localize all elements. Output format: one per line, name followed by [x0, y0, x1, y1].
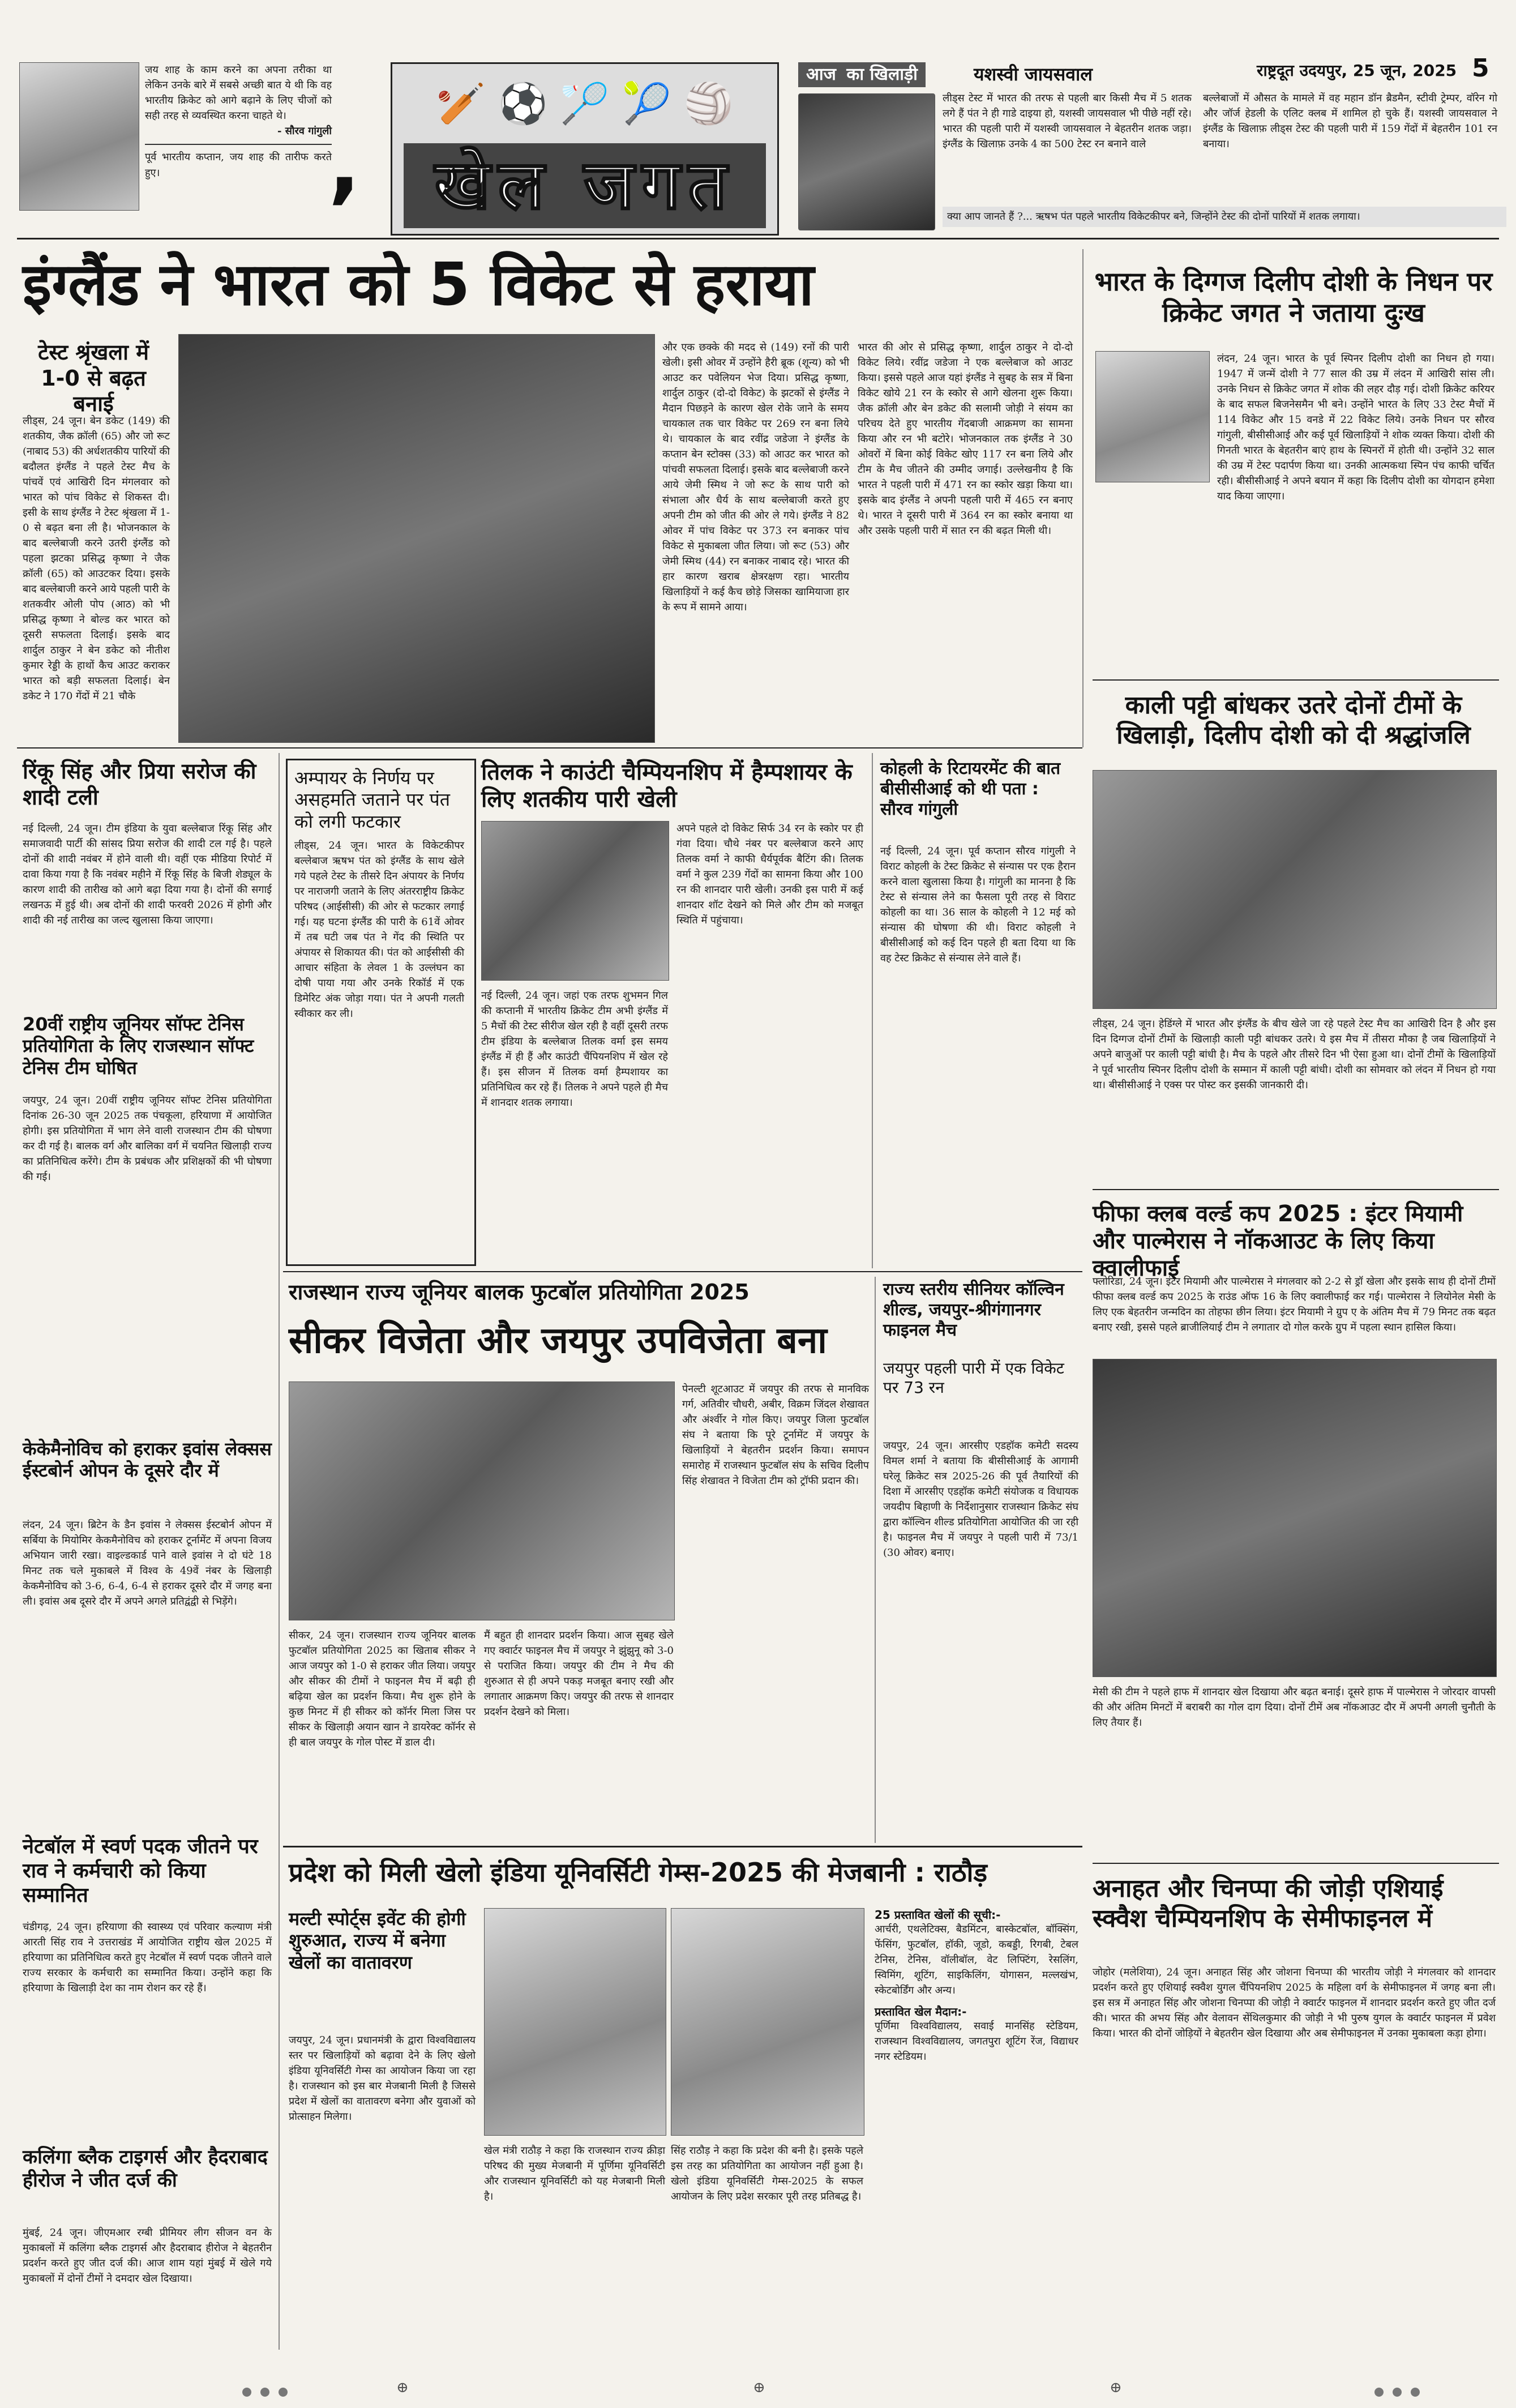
football-headline-small: राजस्थान राज्य जूनियर बालक फुटबॉल प्रतियोगिता 2025: [289, 1280, 750, 1304]
games-photo-2: [671, 1908, 864, 2136]
doshi-photo: [1095, 351, 1210, 482]
football-team-photo: [289, 1382, 675, 1620]
page-number: 5: [1472, 54, 1489, 83]
shield-headline: राज्य स्तरीय सीनियर कॉल्विन शील्ड, जयपुर-श्रीगंगानगर फाइनल मैच: [883, 1280, 1064, 1340]
footer-marker-2: ⊕: [753, 2379, 765, 2396]
black-band-text: लीड्स, 24 जून। हेडिंग्ले में भारत और इंग्लैंड के बीच खेले जा रहे पहले टेस्ट मैच का आखिरी दिन है और इस दिन दिग्गज दोनों टीमों के खिलाड़ी काली पट्टी बांधकर उतरे। ये इस मैच में तीसरा मौका है जब खिलाड़ियों ने अपने बाजुओं पर काली पट्टी बांधी है। मैच के पहले और तीसरे दिन भी ऐसा हुआ था। दोनों टीमों के खिलाड़ियों ने पूर्व भारतीय स्पिनर दिलीप दोशी के सम्मान में काली पट्टी बांधी। दोशी का सोमवार को लंदन में निधन हो गया था। बीसीसीआई ने एक्स पर पोस्ट कर इसकी जानकारी दी।: [1093, 1018, 1496, 1091]
player-text-1: लीड्स टेस्ट में भारत की तरफ से पहली बार किसी मैच में 5 शतक लगे हैं पंत ने ही गाडे दाइया हो, यशस्वी जायसवाल भी पीछे नहीं रहे। भारत की पहली पारी में यशस्वी जायसवाल ने बेहतरीन शतक जड़ा। इंग्लैंड के खिलाफ़ उनके 4 का 500 टेस्ट रन बनाने वाले: [943, 92, 1192, 150]
footer-dots-right: [1370, 2384, 1424, 2401]
masthead-quote: [145, 62, 332, 181]
shield-divider-v: [875, 1277, 876, 1843]
masthead-banner: [391, 62, 779, 236]
tilak-headline: तिलक ने काउंटी चैम्पियनशिप में हैम्पशायर के लिए शतकीय पारी खेली: [481, 759, 853, 812]
games-venue-title: प्रस्तावित खेल मैदान:-: [875, 2005, 967, 2018]
football-headline-big: सीकर विजेता और जयपुर उपविजेता बना: [289, 1320, 827, 1362]
umpire-text: लीड्स, 24 जून। भारत के विकेटकीपर बल्लेबाज ऋषभ पंत को इंग्लैंड के साथ खेले गये पहले टेस्ट के तीसरे दिन अंपायर के निर्णय पर नाराजगी जताने के लिए अंतरराष्ट्रीय क्रिकेट परिषद (आईसीसी) की ओर से फटकार लगाई गई। यह घटना इंग्लैंड की पारी के 61वें ओवर में तब घटी जब पंत ने गेंद की स्थिति पर अंपायर से शिकायत की। पंत को आईसीसी की आचार संहिता के लेवल 1 के उल्लंघन का दोषी पाया गया और उनके रिकॉर्ड में एक डिमेरिट अंक जोड़ा गया। पंत ने अपनी गलती स्वीकार कर ली।: [294, 840, 464, 1020]
sports-icons: 🏏 ⚽ 🏸 🎾 🏐: [436, 80, 734, 127]
aaj-text: आज: [806, 65, 836, 84]
lead-subhead: टेस्ट श्रृंखला में 1-0 से बढ़त बनाई: [38, 340, 149, 417]
games-headline: प्रदेश को मिली खेलो इंडिया यूनिवर्सिटी गेम्स-2025 की मेजबानी : राठौड़: [289, 1857, 987, 1888]
football-text-1: सीकर, 24 जून। राजस्थान राज्य जूनियर बालक फुटबॉल प्रतियोगिता 2025 का खिताब सीकर ने आज जयपुर को 1-0 से हराकर जीत लिया। जयपुर और सीकर की टीमों ने फाइनल मैच में बढ़ी ही बढ़िया खेल का प्रदर्शन किया। मैच शुरू होने के कुछ मिनट में ही सीकर को कॉर्नर मिला जिस पर सीकर के खिलाड़ी अयान खान ने डायरेक्ट कॉर्नर से ही बाल जयपुर के गोल पोस्ट में डाल दी।: [289, 1629, 476, 1748]
trivia-line: क्या आप जानते हैं ?... ऋषभ पंत पहले भारतीय विकेटकीपर बने, जिन्होंने टेस्ट की दोनों पारियों में शतक लगाया।: [943, 207, 1506, 227]
netball-headline: नेटबॉल में स्वर्ण पदक जीतने पर राव ने कर्मचारी को किया सम्मानित: [23, 1835, 258, 1907]
player-name: यशस्वी जायसवाल: [974, 63, 1093, 85]
fifa-headline: फीफा क्लब वर्ल्ड कप 2025 : इंटर मियामी और पाल्मेरास ने नॉकआउट के लिए किया क्वालीफाई: [1093, 1201, 1463, 1281]
doshi-text: लंदन, 24 जून। भारत के पूर्व स्पिनर दिलीप दोशी का निधन हो गया। 1947 में जन्में दोशी ने 77 साल की उम्र में लंदन में आखिरी सांस ली। उनके निधन से क्रिकेट जगत में शोक की लहर दौड़ गई। दोशी क्रिकेट करियर के बाद सफल बिजनेसमैन भी बने। उन्होंने भारत के लिए 33 टेस्ट मैचों में 114 विकेट और 15 वनडे में 22 विकेट लिये। उनके निधन पर सौरव गांगुली, बीसीसीआई और कई पूर्व खिलाड़ियों ने शोक व्यक्त किया। दोशी की गिनती भारत के बेहतरीन बाएं हाथ के स्पिनरों में होती थी। उन्होंने 32 साल की उम्र में टेस्ट पदार्पण किया था। उनकी आत्मकथा स्पिन पंच काफी चर्चित रही। बीसीसीआई ने अपने बयान में कहा कि दिलीप दोशी का योगदान हमेशा याद किया जाएगा।: [1217, 353, 1494, 502]
doshi-headline: भारत के दिग्गज दिलीप दोशी के निधन पर क्रिकेट जगत ने जताया दुःख: [1094, 266, 1493, 328]
lead-divider-v: [1082, 249, 1084, 747]
netball-text: चंडीगढ़, 24 जून। हरियाणा की स्वास्थ्य एवं परिवार कल्याण मंत्री आरती सिंह राव ने उत्तराखंड में आयोजित राष्ट्रीय खेल 2025 में हरियाणा का प्रतिनिधित्व करते हुए नेटबॉल में स्वर्ण पदक जीतने वाले राज्य सरकार के कर्मचारी का सम्मानित किया। उन्होंने कहा कि हरियाणा के खिलाड़ी देश का नाम रोशन कर रहे हैं।: [23, 1921, 272, 1994]
left-top-divider: [17, 747, 1082, 749]
lead-col2: और एक छक्के की मदद से (149) रनों की पारी खेली। इसी ओवर में उन्होंने हैरी ब्रूक (शून्य) को भी आउट कर पवेलियन भेज दिया। प्रसिद्ध कृष्णा, शार्दुल ठाकुर (दो-दो विकेट) के झटकों से इंग्लैंड ने मैदान पिछड़ने के कारण खेल रोके जाने के समय चायकाल तक चार विकेट पर 269 रन बना लिये थे। चायकाल के बाद रवींद्र जडेजा ने इंग्लैंड के कप्तान बेन स्टोक्स (33) को आउट कर भारत को पांचवी सफलता दिलाई। इसके बाद बल्लेबाजी करने आये जेमी स्मिथ ने जो रूट के साथ पारी को संभाला और धैर्य के साथ बल्लेबाजी करते हुए अपनी टीम को जीत की ओर ले गये। इंग्लैंड ने 82 ओवर में पांच विकेट पर 373 रन बनाकर पांच विकेट से मुकाबला जीत लिया। जो रूट (53) और जेमी स्मिथ (44) रन बनाकर नाबाद रहे। भारत की हार कारण खराब क्षेत्ररक्षण रहा। भारतीय खिलाड़ियों ने कई कैच छोड़े जिसका खामियाजा हार के रूप में सामने आया।: [662, 341, 849, 613]
games-list: [875, 1908, 1078, 2064]
masthead-divider: [17, 238, 1499, 239]
date-line: राष्ट्रदूत उदयपुर, 25 जून, 2025: [1257, 61, 1457, 80]
anahat-text: जोहोर (मलेशिया), 24 जून। अनाहत सिंह और जोशना चिनप्पा की भारतीय जोड़ी ने मंगलवार को शानदार प्रदर्शन करते हुए एशियाई स्क्वैश युगल चैंपियनशिप 2025 के महिला वर्ग के सेमीफाइनल में जगह बना ली। इस सत्र में अनाहत सिंह और जोशना चिनप्पा की जोड़ी ने क्वार्टर फाइनल में शानदार प्रदर्शन करते हुए जीत दर्ज की। भारत की अभय सिंह और वेलावन सेंथिलकुमार की जोड़ी ने भी पुरुष युगल के क्वार्टर फाइनल में प्रवेश किया। भारत की दोनों जोड़ियों ने बेहतरीन खेल दिखाया और अब सेमीफाइनल में उनका मुकाबला कड़ा होगा।: [1093, 1966, 1496, 2039]
masthead-title: खेल जगत: [404, 143, 766, 228]
lead-col1: लीड्स, 24 जून। बेन डकेट (149) की शतकीय, जैक क्रॉली (65) और जो रूट (नाबाद 53) की अर्धशतकीय पारियों की बदौलत इंग्लैंड ने पहले टेस्ट मैच के पांचवें एवं आखिरी दिन मंगलवार को भारत को पांच विकेट से शिकस्त दी। इसी के साथ इंग्लैंड ने टेस्ट श्रृंखला में 1-0 से बढ़त बना ली है। भोजनकाल के बाद बल्लेबाजी करने उतरी इंग्लैंड को पहला झटका प्रसिद्ध कृष्णा ने जैक क्रॉली (65) को आउटकर दिया। इसके बाद बल्लेबाजी करने आये पहली पारी के शतकवीर ओली पोप (आठ) को भी प्रसिद्ध कृष्णा ने बोल्ड कर भारत को दूसरी सफलता दिलाई। इसके बाद शार्दुल ठाकुर ने बेन डकेट को नीतीश कुमार रेड्डी के हाथों कैच आउट कराकर भारत को बड़ी सफलता दिलाई। बेन डकेट ने 170 गेंदों में 21 चौके: [23, 415, 170, 702]
rinku-headline: रिंकू सिंह और प्रिया सरोज की शादी टली: [23, 759, 256, 810]
games-venue-text: पूर्णिमा विश्वविद्यालय, सवाई मानसिंह स्टेडियम, राजस्थान विश्वविद्यालय, जगतपुरा शूटिंग रेंज, विद्याधर नगर स्टेडियम।: [875, 2020, 1078, 2063]
tilak-text-1: नई दिल्ली, 24 जून। जहां एक तरफ शुभमन गिल की कप्तानी में भारतीय क्रिकेट टीम अभी इंग्लैंड में 5 मैचों की टेस्ट सीरीज खेल रही है वहीं दूसरी तरफ टीम इंडिया के बल्लेबाज तिलक वर्मा इस समय इंग्लैंड में ही हैं और काउंटी चैंपियनशिप में खेल रहे हैं। इस सीजन में तिलक वर्मा हैम्पशायर का प्रतिनिधित्व कर रहे हैं। तिलक ने अपने पहले ही मैच में शानदार शतक लगाया।: [481, 990, 668, 1109]
kohli-headline: कोहली के रिटायरमेंट की बात बीसीसीआई को थी पता : सौरव गांगुली: [880, 759, 1061, 819]
softtennis-headline: 20वीं राष्ट्रीय जूनियर सॉफ्ट टेनिस प्रतियोगिता के लिए राजस्थान सॉफ्ट टेनिस टीम घोषित: [23, 1013, 254, 1079]
aaj-label: [798, 62, 926, 87]
fifa-text-2: मेसी की टीम ने पहले हाफ में शानदार खेल दिखाया और बढ़त बनाई। दूसरे हाफ में पाल्मेरास ने जोरदार वापसी की और अंतिम मिनटों में बराबरी का गोल दाग दिया। दोनों टीमें अब नॉकआउट दौर में अपनी अगली चुनौती के लिए तैयार हैं।: [1093, 1686, 1496, 1729]
umpire-headline: अम्पायर के निर्णय पर असहमति जताने पर पंत को लगी फटकार: [294, 767, 450, 832]
footer-marker-1: ⊕: [396, 2379, 409, 2396]
kalinga-headline: कलिंगा ब्लैक टाइगर्स और हैदराबाद हीरोज ने जीत दर्ज की: [23, 2146, 268, 2192]
kohli-divider-v: [872, 753, 873, 1268]
games-list-title: 25 प्रस्तावित खेलों की सूची:-: [875, 1908, 1001, 1922]
rinku-text: नई दिल्ली, 24 जून। टीम इंडिया के युवा बल्लेबाज रिंकू सिंह और समाजवादी पार्टी की सांसद प्रिया सरोज की शादी टल गई है। पहले दोनों की शादी नवंबर में होने वाली थी। वहीं एक मीडिया रिपोर्ट में दावा किया गया है कि नवंबर महीने में रिंकू सिंह के बिजी शेड्यूल के कारण शादी की तारीख को आगे बढ़ा दिया गया है। दोनों की सगाई लखनऊ में हुई थी। अब दोनों की शादी फरवरी 2026 में होगी और शादी की नई तारीख का जल्द खुलासा किया जाएगा।: [23, 823, 272, 926]
jaiswal-photo: [798, 93, 935, 230]
lead-headline: इंग्लैंड ने भारत को 5 विकेट से हराया: [23, 250, 814, 319]
kohli-text: नई दिल्ली, 24 जून। पूर्व कप्तान सौरव गांगुली ने विराट कोहली के टेस्ट क्रिकेट से संन्यास पर एक हैरान करने वाला खुलासा किया है। गांगुली का मानना है कि टेस्ट से संन्यास लेने का फैसला पूरी तरह से विराट कोहली का था। 36 साल के कोहली ने 12 मई को संन्यास की घोषणा की थी। विराट कोहली ने बीसीसीआई को कई दिन पहले ही बता दिया था कि वह टेस्ट क्रिकेट से संन्यास लेने वाले हैं।: [880, 845, 1076, 964]
football-text-2: मैं बहुत ही शानदार प्रदर्शन किया। आज सुबह खेले गए क्वार्टर फाइनल मैच में जयपुर ने झुंझुनू को 3-0 से पराजित किया। जयपुर की टीम ने मैच की शुरुआत से ही अपने पकड़ मजबूत बनाए रखी और लगातार आक्रमण किए। जयपुर की तरफ से शानदार प्रदर्शन देखने को मिला।: [484, 1629, 674, 1718]
black-band-divider: [1093, 1189, 1499, 1190]
tilak-photo: [481, 821, 669, 981]
footer-dots-left: [238, 2384, 292, 2401]
khachanov-text: लंदन, 24 जून। ब्रिटेन के डैन इवांस ने लेक्सस ईस्टबोर्न ओपन में सर्बिया के मियोमिर केकमैनोविच को हराकर टूर्नामेंट में अपना विजय अभियान जारी रखा। वाइल्डकार्ड पाने वाले इवांस ने दो घंटे 18 मिनट तक चले मुकाबले में विश्व के 49वें नंबर के खिलाड़ी केकमैनोविच को 3-6, 6-4, 6-4 से हराकर दूसरे दौर में जगह बना ली। इवांस अब दूसरे दौर में अपने अगले प्रतिद्वंद्वी से भिड़ेंगे।: [23, 1519, 272, 1607]
quote-text: जय शाह के काम करने का अपना तरीका था लेकिन उनके बारे में सबसे अच्छी बात ये थी कि वह भारतीय क्रिकेट को आगे बढ़ाने के लिए चीजों को सही तरह से व्यवस्थित करना चाहते थे।: [145, 64, 332, 122]
middle-divider: [283, 1271, 1082, 1272]
softtennis-text: जयपुर, 24 जून। 20वीं राष्ट्रीय जूनियर सॉफ्ट टेनिस प्रतियोगिता दिनांक 26-30 जून 2025 तक पंचकूला, हरियाणा में आयोजित होगी। इस प्रतियोगिता में भाग लेने वाली राजस्थान टीम की घोषणा कर दी गई है। बालक वर्ग और बालिका वर्ग में चयनित खिलाड़ी राज्य का प्रतिनिधित्व करेंगे। टीम के प्रबंधक और प्रशिक्षकों की भी घोषणा की गई।: [23, 1094, 272, 1183]
games-list-text: आर्चरी, एथलेटिक्स, बैडमिंटन, बास्केटबॉल, बॉक्सिंग, फेंसिंग, फुटबॉल, हॉकी, जूडो, कबड्डी, रिगबी, टेबल टेनिस, टेनिस, वॉलीबॉल, वेट लिफ्टिंग, रेसलिंग, स्विमिंग, शूटिंग, साइकिलिंग, योगासन, मल्लखंभ, स्केटबोर्डिंग और अन्य।: [875, 1923, 1078, 1996]
player-text-2: बल्लेबाजों में औसत के मामले में वह महान डॉन ब्रैडमैन, स्टीवी ट्रेम्पर, वॉरेन गो और जॉर्ज हेडली के एलिट क्लब में शामिल हो चुके हैं। यशस्वी जायसवाल ने इंग्लैंड के खिलाफ़ लीड्स टेस्ट की पहली पारी में 159 गेंदों में बेहतरीन 101 रन बनाया।: [1203, 92, 1497, 150]
football-text-3: पेनल्टी शूटआउट में जयपुर की तरफ से मानविक गर्ग, अतिवीर चौधरी, अबीर, विक्रम जिंदल शेखावत और अंर्श्वीर ने गोल किए। जयपुर जिला फुटबॉल संघ ने बताया कि पूरे टूर्नामेंट में जयपुर के खिलाड़ियों ने बेहतरीन प्रदर्शन किया। समापन समारोह में राजस्थान फुटबॉल संघ के सचिव दिलीप सिंह शेखावत ने विजेता टीम को ट्रॉफी प्रदान की।: [682, 1383, 869, 1487]
black-band-photo: [1093, 770, 1497, 1009]
games-text-1: जयपुर, 24 जून। प्रधानमंत्री के द्वारा विश्वविद्यालय स्तर पर खिलाड़ियों को बढ़ावा देने के लिए खेलो इंडिया यूनिवर्सिटी गेम्स का आयोजन किया जा रहा है। राजस्थान को इस बार मेजबानी मिली है जिससे प्रदेश में खेलों का वातावरण बनेगा और युवाओं को प्रोत्साहन मिलेगा।: [289, 2034, 476, 2123]
fifa-photo: [1093, 1359, 1497, 1677]
games-subhead: मल्टी स्पोर्ट्स इवेंट की होगी शुरुआत, राज्य में बनेगा खेलों का वातावरण: [289, 1908, 466, 1973]
black-band-headline: काली पट्टी बांधकर उतरे दोनों टीमों के खिलाड़ी, दिलीप दोशी को दी श्रद्धांजलि: [1116, 691, 1471, 750]
tilak-text-2: अपने पहले दो विकेट सिर्फ 34 रन के स्कोर पर ही गंवा दिया। चौथे नंबर पर बल्लेबाज करने आए तिलक वर्मा ने काफी धैर्यपूर्वक बैटिंग की। तिलक वर्मा ने कुल 239 गेंदों का सामना किया और 100 रन की शानदार पारी खेली। उनकी इस पारी में कई शानदार शॉट देखने को मिले और टीम को मजबूत स्थिति में पहुंचाया।: [676, 823, 863, 926]
games-divider: [283, 1846, 1082, 1847]
quote-author: - सौरव गांगुली: [277, 125, 332, 137]
lead-col3: भारत की ओर से प्रसिद्ध कृष्णा, शार्दुल ठाकुर ने दो-दो विकेट लिये। रवींद्र जडेजा ने एक बल्लेबाज को आउट किया। इससे पहले आज यहां इंग्लैंड ने सुबह के सत्र में बिना विकेट खोये 21 रन के स्कोर से आगे खेलना शुरू किया। जैक क्रॉली और बेन डकेट की सलामी जोड़ी ने संयम का परिचय देते हुए भारतीय गेंदबाजी आक्रमण का सामना किया और रन भी बटोरे। भोजनकाल तक इंग्लैंड ने 30 ओवरों में बिना कोई विकेट खोए 117 रन बना लिये और टीम के मैच जीतने की उम्मीद जगाई। उल्लेखनीय है कि भारत ने पहली पारी में 471 रन का स्कोर खड़ा किया था। इसके बाद इंग्लैंड ने अपनी पहली पारी में 465 रन बनाए थे। भारत ने दूसरी पारी में 364 रन का स्कोर बनाया था और उसके पहली पारी में सात रन की बढ़त मिली थी।: [858, 341, 1073, 537]
quote-mark: ,: [328, 115, 361, 213]
lead-photo: [178, 334, 655, 743]
footer-marker-3: ⊕: [1110, 2379, 1122, 2396]
anahat-headline: अनाहत और चिनप्पा की जोड़ी एशियाई स्क्वैश चैम्पियनशिप के सेमीफाइनल में: [1093, 1874, 1444, 1933]
fifa-divider: [1093, 1863, 1499, 1864]
doshi-divider: [1093, 679, 1499, 681]
footer: [0, 2378, 1516, 2401]
kalinga-text: मुंबई, 24 जून। जीएमआर रग्बी प्रीमियर लीग सीजन वन के मुकाबलों में कलिंगा ब्लैक टाइगर्स और हैदराबाद हीरोज ने बेहतरीन प्रदर्शन करते हुए जीत दर्ज की। आज शाम यहां मुंबई में खेले गये मुकाबलों में दोनों टीमों ने दमदार खेल दिखाया।: [23, 2227, 272, 2285]
shield-subhead: जयपुर पहली पारी में एक विकेट पर 73 रन: [883, 1359, 1064, 1397]
games-text-2: सिंह राठौड़ ने कहा कि प्रदेश की बनी है। इसके पहले इस तरह का प्रतियोगिता का आयोजन नहीं हुआ है। खेलो इंडिया यूनिवर्सिटी गेम्स-2025 के सफल आयोजन के लिए प्रदेश सरकार पूरी तरह प्रतिबद्ध है।: [671, 2145, 863, 2202]
khachanov-headline: केकेमैनोविच को हराकर इवांस लेक्सस ईस्टबोर्न ओपन के दूसरे दौर में: [23, 1438, 272, 1482]
quote-sub: पूर्व भारतीय कप्तान, जय शाह की तारीफ करते हुए।: [145, 151, 332, 179]
left-col-divider: [279, 753, 280, 2350]
games-photo-1: [484, 1908, 666, 2136]
ganguly-photo: [19, 62, 139, 211]
shield-text: जयपुर, 24 जून। आरसीए एडहॉक कमेटी सदस्य विमल शर्मा ने बताया कि बीसीसीआई के आगामी घरेलू क्रिकेट सत्र 2025-26 की पूर्व तैयारियों की दिशा में आरसीए एडहॉक कमेटी संयोजक व विधायक जयदीप बिहाणी के निर्देशानुसार राजस्थान क्रिकेट संघ द्वारा कॉल्विन शील्ड प्रतियोगिता आयोजित की जा रही है। फाइनल मैच में जयपुर ने पहली पारी में 73/1 (30 ओवर) बनाए।: [883, 1440, 1078, 1559]
ka-khiladi-text: का खिलाड़ी: [846, 65, 918, 84]
fifa-text: फ्लोरिडा, 24 जून। इंटर मियामी और पाल्मेरास ने मंगलवार को 2-2 से ड्रॉ खेला और इसके साथ ही दोनों टीमों फीफा क्लब वर्ल्ड कप 2025 के राउंड ऑफ 16 के लिए क्वालीफाई कर गई। पाल्मेरास ने लियोनेल मेसी के लिए एक बेहतरीन जन्मदिन का तोहफा छीन लिया। इंटर मियामी ने ग्रुप ए के अंतिम मैच में 79 मिनट तक बढ़त बनाए रखी, इससे पहले ब्राजीलियाई टीम ने लगातार दो गोल करके ग्रुप में पहला स्थान हासिल किया।: [1093, 1276, 1496, 1333]
games-caption: खेल मंत्री राठौड़ ने कहा कि राजस्थान राज्य क्रीड़ा परिषद की मुख्य मेजबानी में पूर्णिमा यूनिवर्सिटी और राजस्थान यूनिवर्सिटी को यह मेजबानी मिली है।: [484, 2145, 665, 2202]
